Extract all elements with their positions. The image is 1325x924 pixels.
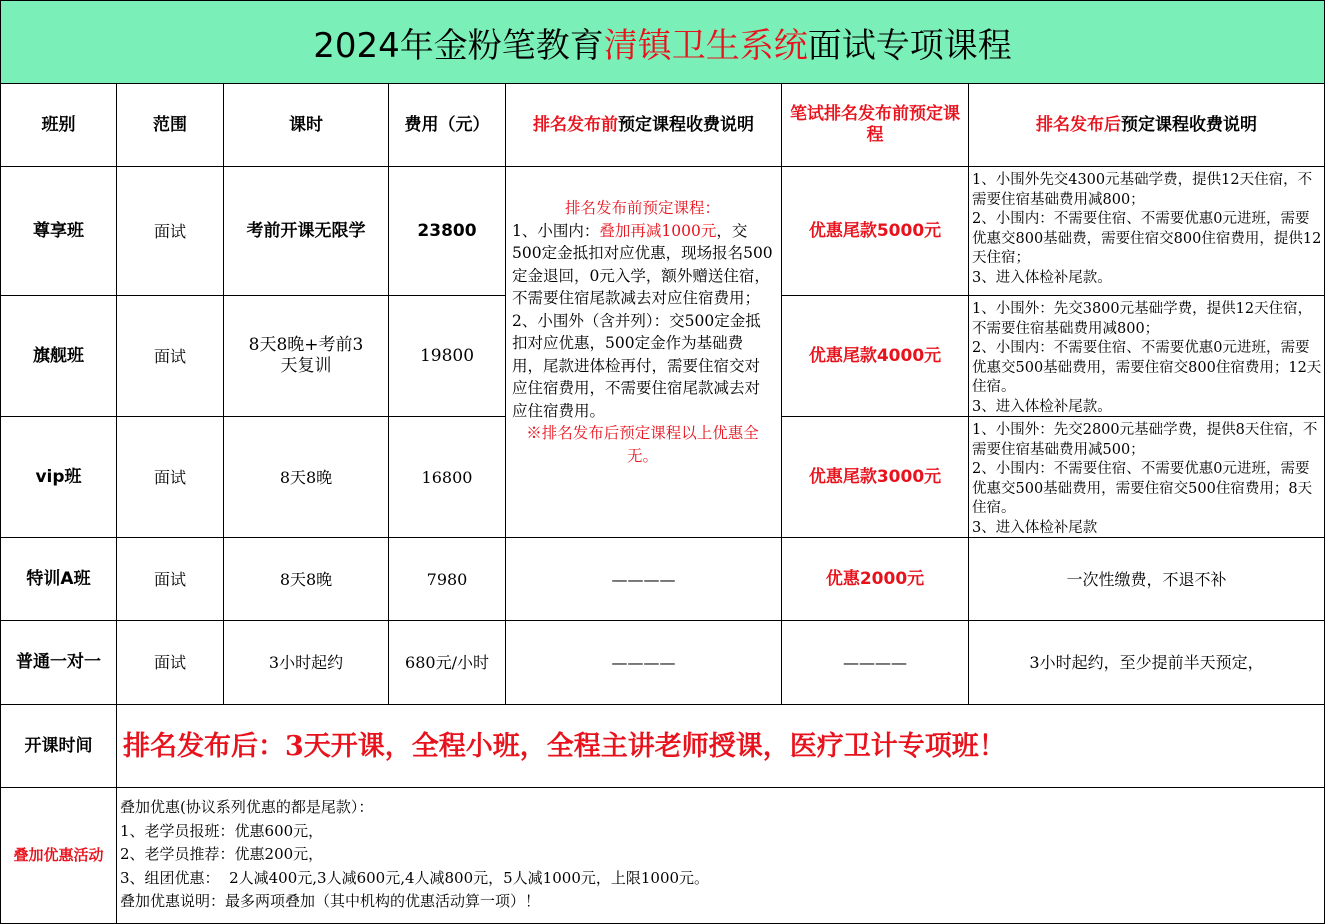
activity-line: 叠加优惠(协议系列优惠的都是尾款）： xyxy=(120,798,374,816)
row1-scope: 面试 xyxy=(117,167,224,296)
policy-p1-red: 叠加再减1000元 xyxy=(599,221,717,240)
activity-content xyxy=(117,788,1325,924)
activity-line: 3、组团优惠： 2人减400元,3人减600元,4人减800元，5人减1000元，上限1000元。 xyxy=(120,868,710,887)
row2-class: 旗舰班 xyxy=(0,296,117,417)
header-written: 笔试排名发布前预定课程 xyxy=(782,84,969,167)
row3-scope: 面试 xyxy=(117,417,224,538)
policy-note: ※排名发布后预定课程以上优惠全无。 xyxy=(526,424,759,465)
row5-scope: 面试 xyxy=(117,621,224,705)
activity-line: 2、老学员推荐：优惠200元， xyxy=(120,845,324,863)
row5-fee: 680元/小时 xyxy=(389,621,506,705)
header-before-red: 排名发布前 xyxy=(533,114,618,135)
row3-after-notes xyxy=(969,417,1325,538)
row4-class: 特训A班 xyxy=(0,538,117,621)
row4-written: 优惠2000元 xyxy=(782,538,969,621)
row4-before: ———— xyxy=(506,538,782,621)
row2-hours: 8天8晚+考前3天复训 xyxy=(224,296,389,417)
header-after-ranking xyxy=(969,84,1325,167)
row5-after: 3小时起约，至少提前半天预定， xyxy=(969,621,1325,705)
policy-p1 xyxy=(512,222,773,308)
row5-written: ———— xyxy=(782,621,969,705)
title-suffix: 面试专项课程 xyxy=(807,25,1012,66)
row1-hours: 考前开课无限学 xyxy=(224,167,389,296)
row4-fee: 7980 xyxy=(389,538,506,621)
start-label: 开课时间 xyxy=(0,705,117,788)
row3-class: vip班 xyxy=(0,417,117,538)
row1-written: 优惠尾款5000元 xyxy=(782,167,969,296)
policy-p1-a: 1、小围内： xyxy=(512,221,600,240)
row1-after-notes xyxy=(969,167,1325,296)
row4-hours: 8天8晚 xyxy=(224,538,389,621)
note-line: 2、小围内：不需要住宿、不需要优惠0元进班，需要优惠交800基础费，需要住宿交800住宿费用，提供12天住宿； xyxy=(972,211,1322,266)
row3-hours: 8天8晚 xyxy=(224,417,389,538)
policy-p2: 2、小围外（含并列）：交500定金抵扣对应优惠，500定金作为基础费用，尾款进体检再付，需要住宿交对应住宿费用，不需要住宿尾款减去对应住宿费用。 xyxy=(512,311,761,420)
row3-fee: 16800 xyxy=(389,417,506,538)
header-fee: 费用（元） xyxy=(389,84,506,167)
note-line: 1、小围外：先交2800元基础学费，提供8天住宿，不需要住宿基础费用减500； xyxy=(972,422,1318,458)
header-hours: 课时 xyxy=(224,84,389,167)
note-line: 1、小围外先交4300元基础学费，提供12天住宿，不需要住宿基础费用减800； xyxy=(972,172,1313,208)
policy-p1-b: ，交500定金抵扣对应优惠，现场报名500定金退回，0元入学，额外赠送住宿，不需要住宿尾款减去对应住宿费用； xyxy=(512,221,773,307)
activity-line: 叠加优惠说明：最多两项叠加（其中机构的优惠活动算一项）！ xyxy=(120,892,541,910)
row1-fee: 23800 xyxy=(389,167,506,296)
note-line: 1、小围外：先交3800元基础学费，提供12天住宿，不需要住宿基础费用减800； xyxy=(972,301,1313,337)
row1-class: 尊享班 xyxy=(0,167,117,296)
note-line: 2、小围内：不需要住宿、不需要优惠0元进班，需要优惠交500基础费用，需要住宿交500住宿费用；8天住宿。 xyxy=(972,461,1313,516)
row5-class: 普通一对一 xyxy=(0,621,117,705)
row2-fee: 19800 xyxy=(389,296,506,417)
row5-hours: 3小时起约 xyxy=(224,621,389,705)
header-before-ranking xyxy=(506,84,782,167)
note-line: 2、小围内：不需要住宿、不需要优惠0元进班，需要优惠交500基础费用，需要住宿交800住宿费用；12天住宿。 xyxy=(972,340,1322,395)
header-scope: 范围 xyxy=(117,84,224,167)
header-before-black: 预定课程收费说明 xyxy=(618,114,754,135)
row5-before: ———— xyxy=(506,621,782,705)
row3-written: 优惠尾款3000元 xyxy=(782,417,969,538)
header-class: 班别 xyxy=(0,84,117,167)
note-line: 3、进入体检补尾款。 xyxy=(972,269,1112,286)
row2-after-notes xyxy=(969,296,1325,417)
row4-scope: 面试 xyxy=(117,538,224,621)
header-after-red: 排名发布后 xyxy=(1036,114,1121,135)
row2-scope: 面试 xyxy=(117,296,224,417)
header-after-black: 预定课程收费说明 xyxy=(1121,114,1257,135)
activity-line: 1、老学员报班：优惠600元， xyxy=(120,821,324,840)
activity-label: 叠加优惠活动 xyxy=(0,788,117,924)
row2-written: 优惠尾款4000元 xyxy=(782,296,969,417)
page-title xyxy=(0,0,1325,84)
before-ranking-policy xyxy=(506,167,782,538)
note-line: 3、进入体检补尾款 xyxy=(972,519,1098,536)
title-prefix: 2024年金粉笔教育 xyxy=(313,25,604,66)
start-text: 排名发布后：3天开课，全程小班，全程主讲老师授课，医疗卫计专项班！ xyxy=(117,705,1325,788)
policy-heading: 排名发布前预定课程： xyxy=(564,199,720,217)
row4-after: 一次性缴费，不退不补 xyxy=(969,538,1325,621)
note-line: 3、进入体检补尾款。 xyxy=(972,398,1112,415)
title-highlight: 清镇卫生系统 xyxy=(603,25,808,66)
